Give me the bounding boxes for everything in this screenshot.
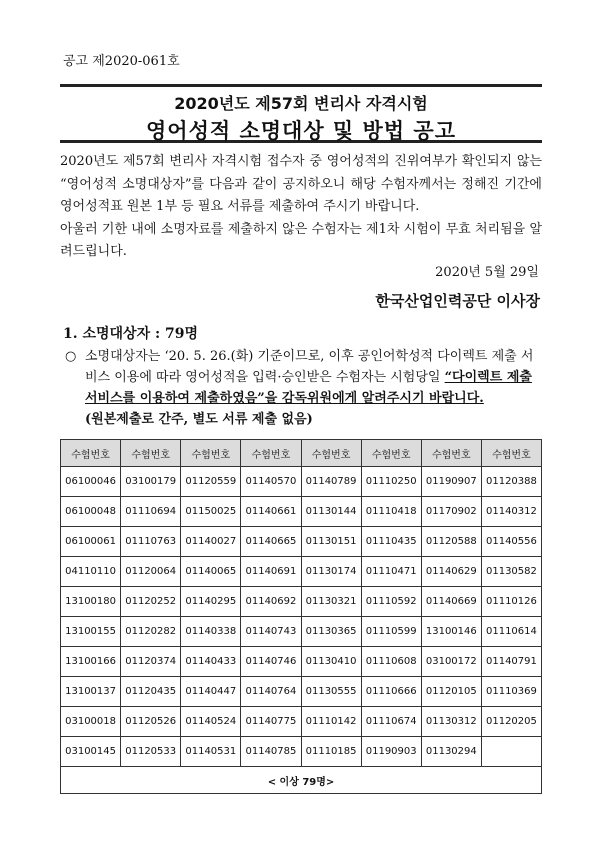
- issuing-organization: 한국산업인력공단 이사장: [375, 292, 540, 310]
- candidate-id-cell: 01110250: [361, 467, 421, 497]
- candidate-id-cell: 01120533: [121, 737, 181, 767]
- table-row: [61, 497, 542, 527]
- table-row: [61, 557, 542, 587]
- section-1-title: 1. 소명대상자 : 79명: [63, 326, 199, 342]
- candidate-id-cell: 01140556: [481, 527, 541, 557]
- candidate-id-cell: 01140338: [181, 617, 241, 647]
- candidate-id-cell: 01140692: [241, 587, 301, 617]
- candidate-id-cell: 06100061: [61, 527, 121, 557]
- candidate-id-cell: 01120435: [121, 677, 181, 707]
- candidate-id-cell: 01140691: [241, 557, 301, 587]
- candidate-id-cell: 06100046: [61, 467, 121, 497]
- candidate-id-cell: 01140746: [241, 647, 301, 677]
- candidate-id-cell: [481, 737, 541, 767]
- candidate-id-cell: 01140629: [421, 557, 481, 587]
- candidate-id-cell: 01120559: [181, 467, 241, 497]
- candidate-id-cell: 13100180: [61, 587, 121, 617]
- column-header: 수험번호: [481, 440, 541, 467]
- candidate-id-cell: 01140570: [241, 467, 301, 497]
- candidate-id-cell: 01130151: [301, 527, 361, 557]
- candidate-id-cell: 01130555: [301, 677, 361, 707]
- table-row: [61, 617, 542, 647]
- candidate-id-cell: 01110608: [361, 647, 421, 677]
- body-paragraph-1: 2020년도 제57회 변리사 자격시험 접수자 중 영어성적의 진위여부가 확인되지 않는 “영어성적 소명대상자”를 다음과 같이 공지하오니 해당 수험자께서는 정해진 기간에 영어성적표 원본 1부 등 필요 서류를 제출하여 주시기 바랍니다.: [60, 154, 542, 214]
- candidate-id-cell: 01110185: [301, 737, 361, 767]
- candidate-id-cell: 01140295: [181, 587, 241, 617]
- notice-date: 2020년 5월 29일: [435, 265, 539, 280]
- candidate-id-cell: 03100145: [61, 737, 121, 767]
- candidate-id-cell: 01140785: [241, 737, 301, 767]
- candidate-id-cell: 01120588: [421, 527, 481, 557]
- candidate-id-cell: 04110110: [61, 557, 121, 587]
- candidate-id-cell: 03100018: [61, 707, 121, 737]
- candidate-id-cell: 01140743: [241, 617, 301, 647]
- candidate-id-table: [60, 439, 542, 794]
- candidate-id-cell: 01130582: [481, 557, 541, 587]
- table-header-row: [61, 440, 542, 467]
- candidate-id-cell: 01130294: [421, 737, 481, 767]
- candidate-id-cell: 01120252: [121, 587, 181, 617]
- candidate-id-cell: 01110369: [481, 677, 541, 707]
- column-header: 수험번호: [61, 440, 121, 467]
- candidate-id-cell: 01140447: [181, 677, 241, 707]
- table-total-note: < 이상 79명>: [61, 767, 542, 794]
- candidate-id-cell: 01120282: [121, 617, 181, 647]
- candidate-id-cell: 01140789: [301, 467, 361, 497]
- column-header: 수험번호: [181, 440, 241, 467]
- title-box: [60, 84, 542, 143]
- candidate-id-cell: 01140027: [181, 527, 241, 557]
- candidate-id-cell: 01140764: [241, 677, 301, 707]
- candidate-id-cell: 01140433: [181, 647, 241, 677]
- bullet-circle-icon: ○: [65, 349, 77, 364]
- body-text: [60, 151, 542, 264]
- candidate-id-cell: 01120205: [481, 707, 541, 737]
- candidate-id-cell: 01140531: [181, 737, 241, 767]
- candidate-id-cell: 03100172: [421, 647, 481, 677]
- candidate-id-cell: 01140665: [241, 527, 301, 557]
- candidate-id-cell: 01140524: [181, 707, 241, 737]
- candidate-id-cell: 13100146: [421, 617, 481, 647]
- candidate-id-cell: 13100137: [61, 677, 121, 707]
- column-header: 수험번호: [301, 440, 361, 467]
- candidate-id-cell: 01190907: [421, 467, 481, 497]
- candidate-id-cell: 01130365: [301, 617, 361, 647]
- table-row: [61, 707, 542, 737]
- bullet-text: 소명대상자는 ‘20. 5. 26.(화) 기준이므로, 이후 공인어학성적 다이렉트 제출 서비스 이용에 따라 영어성적을 입력·승인받은 수험자는 시험당일: [85, 349, 534, 385]
- candidate-id-cell: 01110614: [481, 617, 541, 647]
- candidate-id-cell: 01120388: [481, 467, 541, 497]
- candidate-id-cell: 01110763: [121, 527, 181, 557]
- candidate-id-cell: 01120105: [421, 677, 481, 707]
- candidate-id-cell: 01140791: [481, 647, 541, 677]
- table-row: [61, 587, 542, 617]
- candidate-id-cell: 01130174: [301, 557, 361, 587]
- candidate-id-cell: 01120526: [121, 707, 181, 737]
- table-row: [61, 647, 542, 677]
- candidate-id-cell: 01170902: [421, 497, 481, 527]
- candidate-id-cell: 01140775: [241, 707, 301, 737]
- bullet-emphasis: “다이렉트 제출 서비스를 이용하여 제출하였음”을 감독위원에게 알려주시기 바랍니다.: [85, 370, 532, 406]
- candidate-id-cell: 01120374: [121, 647, 181, 677]
- column-header: 수험번호: [361, 440, 421, 467]
- candidate-id-cell: 01110142: [301, 707, 361, 737]
- candidate-id-cell: 06100048: [61, 497, 121, 527]
- table-row: [61, 677, 542, 707]
- candidate-id-cell: 01130144: [301, 497, 361, 527]
- candidate-id-cell: 01110674: [361, 707, 421, 737]
- column-header: 수험번호: [421, 440, 481, 467]
- candidate-id-cell: 01140661: [241, 497, 301, 527]
- column-header: 수험번호: [241, 440, 301, 467]
- body-paragraph-2: 아울러 기한 내에 소명자료를 제출하지 않은 수험자는 제1차 시험이 무효 처리됨을 알려드립니다.: [60, 221, 542, 259]
- candidate-id-cell: 01190903: [361, 737, 421, 767]
- candidate-id-cell: 01110694: [121, 497, 181, 527]
- candidate-id-cell: 01110418: [361, 497, 421, 527]
- page-title-line2: 영어성적 소명대상 및 방법 공고: [146, 119, 456, 143]
- section-1-bullet: [65, 346, 545, 430]
- table-body: [61, 467, 542, 794]
- candidate-id-cell: 01110471: [361, 557, 421, 587]
- table-row: [61, 737, 542, 767]
- candidate-id-cell: 01130321: [301, 587, 361, 617]
- candidate-id-cell: 01110599: [361, 617, 421, 647]
- table-footer-row: [61, 767, 542, 794]
- column-header: 수험번호: [121, 440, 181, 467]
- page-title-line1: 2020년도 제57회 변리사 자격시험: [174, 94, 428, 113]
- candidate-id-cell: 01130312: [421, 707, 481, 737]
- candidate-id-cell: 01140669: [421, 587, 481, 617]
- bullet-note: (원본제출로 간주, 별도 서류 제출 없음): [85, 412, 313, 427]
- notice-number: 공고 제2020-061호: [63, 54, 180, 69]
- candidate-id-cell: 13100166: [61, 647, 121, 677]
- candidate-id-cell: 01120064: [121, 557, 181, 587]
- candidate-id-cell: 01150025: [181, 497, 241, 527]
- candidate-id-cell: 01110435: [361, 527, 421, 557]
- candidate-id-cell: 01110592: [361, 587, 421, 617]
- candidate-id-cell: 01110126: [481, 587, 541, 617]
- table-row: [61, 527, 542, 557]
- candidate-id-cell: 01130410: [301, 647, 361, 677]
- table-row: [61, 467, 542, 497]
- candidate-id-cell: 03100179: [121, 467, 181, 497]
- candidate-id-cell: 01140065: [181, 557, 241, 587]
- candidate-id-cell: 13100155: [61, 617, 121, 647]
- candidate-id-cell: 01110666: [361, 677, 421, 707]
- candidate-id-cell: 01140312: [481, 497, 541, 527]
